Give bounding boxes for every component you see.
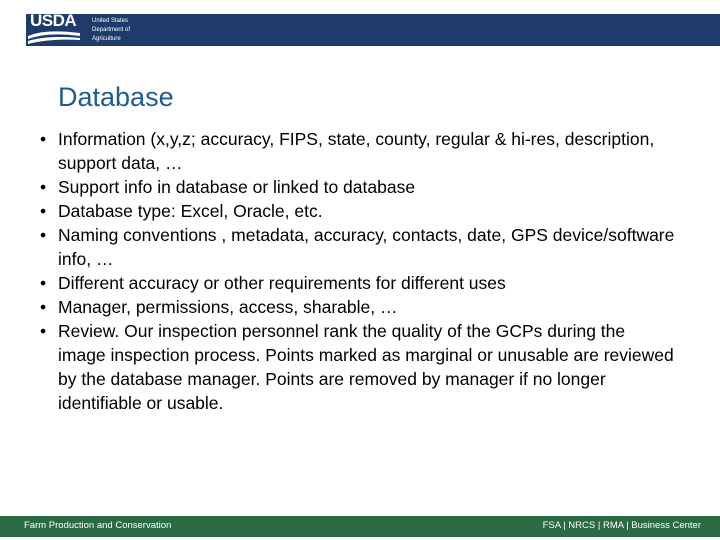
usda-logo xyxy=(26,11,82,46)
header-bar xyxy=(0,0,720,48)
bullet-item xyxy=(36,127,676,175)
bullet-item xyxy=(36,223,676,271)
bullet-marker: • xyxy=(40,297,47,317)
bullet-list xyxy=(36,127,676,415)
footer-bar xyxy=(0,516,720,537)
dept-line-3: Agriculture xyxy=(92,36,121,42)
bullet-marker: • xyxy=(40,321,47,341)
bullet-marker: • xyxy=(40,201,47,221)
bullet-text: Naming conventions , metadata, accuracy, contacts, date, GPS device/software info, … xyxy=(58,225,675,269)
bullet-text: Different accuracy or other requirements for different uses xyxy=(58,273,506,293)
bullet-item xyxy=(36,295,676,319)
usda-logo-text: USDA xyxy=(30,11,77,30)
bullet-item xyxy=(36,199,676,223)
header-blue-band xyxy=(26,11,720,46)
bullet-item xyxy=(36,271,676,295)
dept-line-1: United States xyxy=(92,18,129,24)
bullet-marker: • xyxy=(40,225,47,245)
bullet-text: Review. Our inspection personnel rank the quality of the GCPs during the image inspection process. Points marked as marginal or unusable are reviewed by the database manager. Points are removed by manager if no longer identifiable or usable. xyxy=(58,321,674,413)
footer-mission-areas: FSA | NRCS | RMA | Business Center xyxy=(542,520,701,531)
bullet-item xyxy=(36,319,676,415)
bullet-text: Database type: Excel, Oracle, etc. xyxy=(58,201,323,221)
footer-agency-text: Farm Production and Conservation xyxy=(24,520,172,531)
bullet-item xyxy=(36,175,676,199)
bullet-text: Manager, permissions, access, sharable, … xyxy=(58,297,398,317)
slide-title: Database xyxy=(58,82,174,112)
bullet-marker: • xyxy=(40,273,47,293)
bullet-text: Support info in database or linked to database xyxy=(58,177,416,197)
bullet-text: Information (x,y,z; accuracy, FIPS, state, county, regular & hi-res, description, support data, … xyxy=(58,129,655,173)
department-name xyxy=(92,17,130,44)
dept-line-2: Department of xyxy=(92,27,131,33)
bullet-marker: • xyxy=(40,177,47,197)
bullet-marker: • xyxy=(40,129,47,149)
